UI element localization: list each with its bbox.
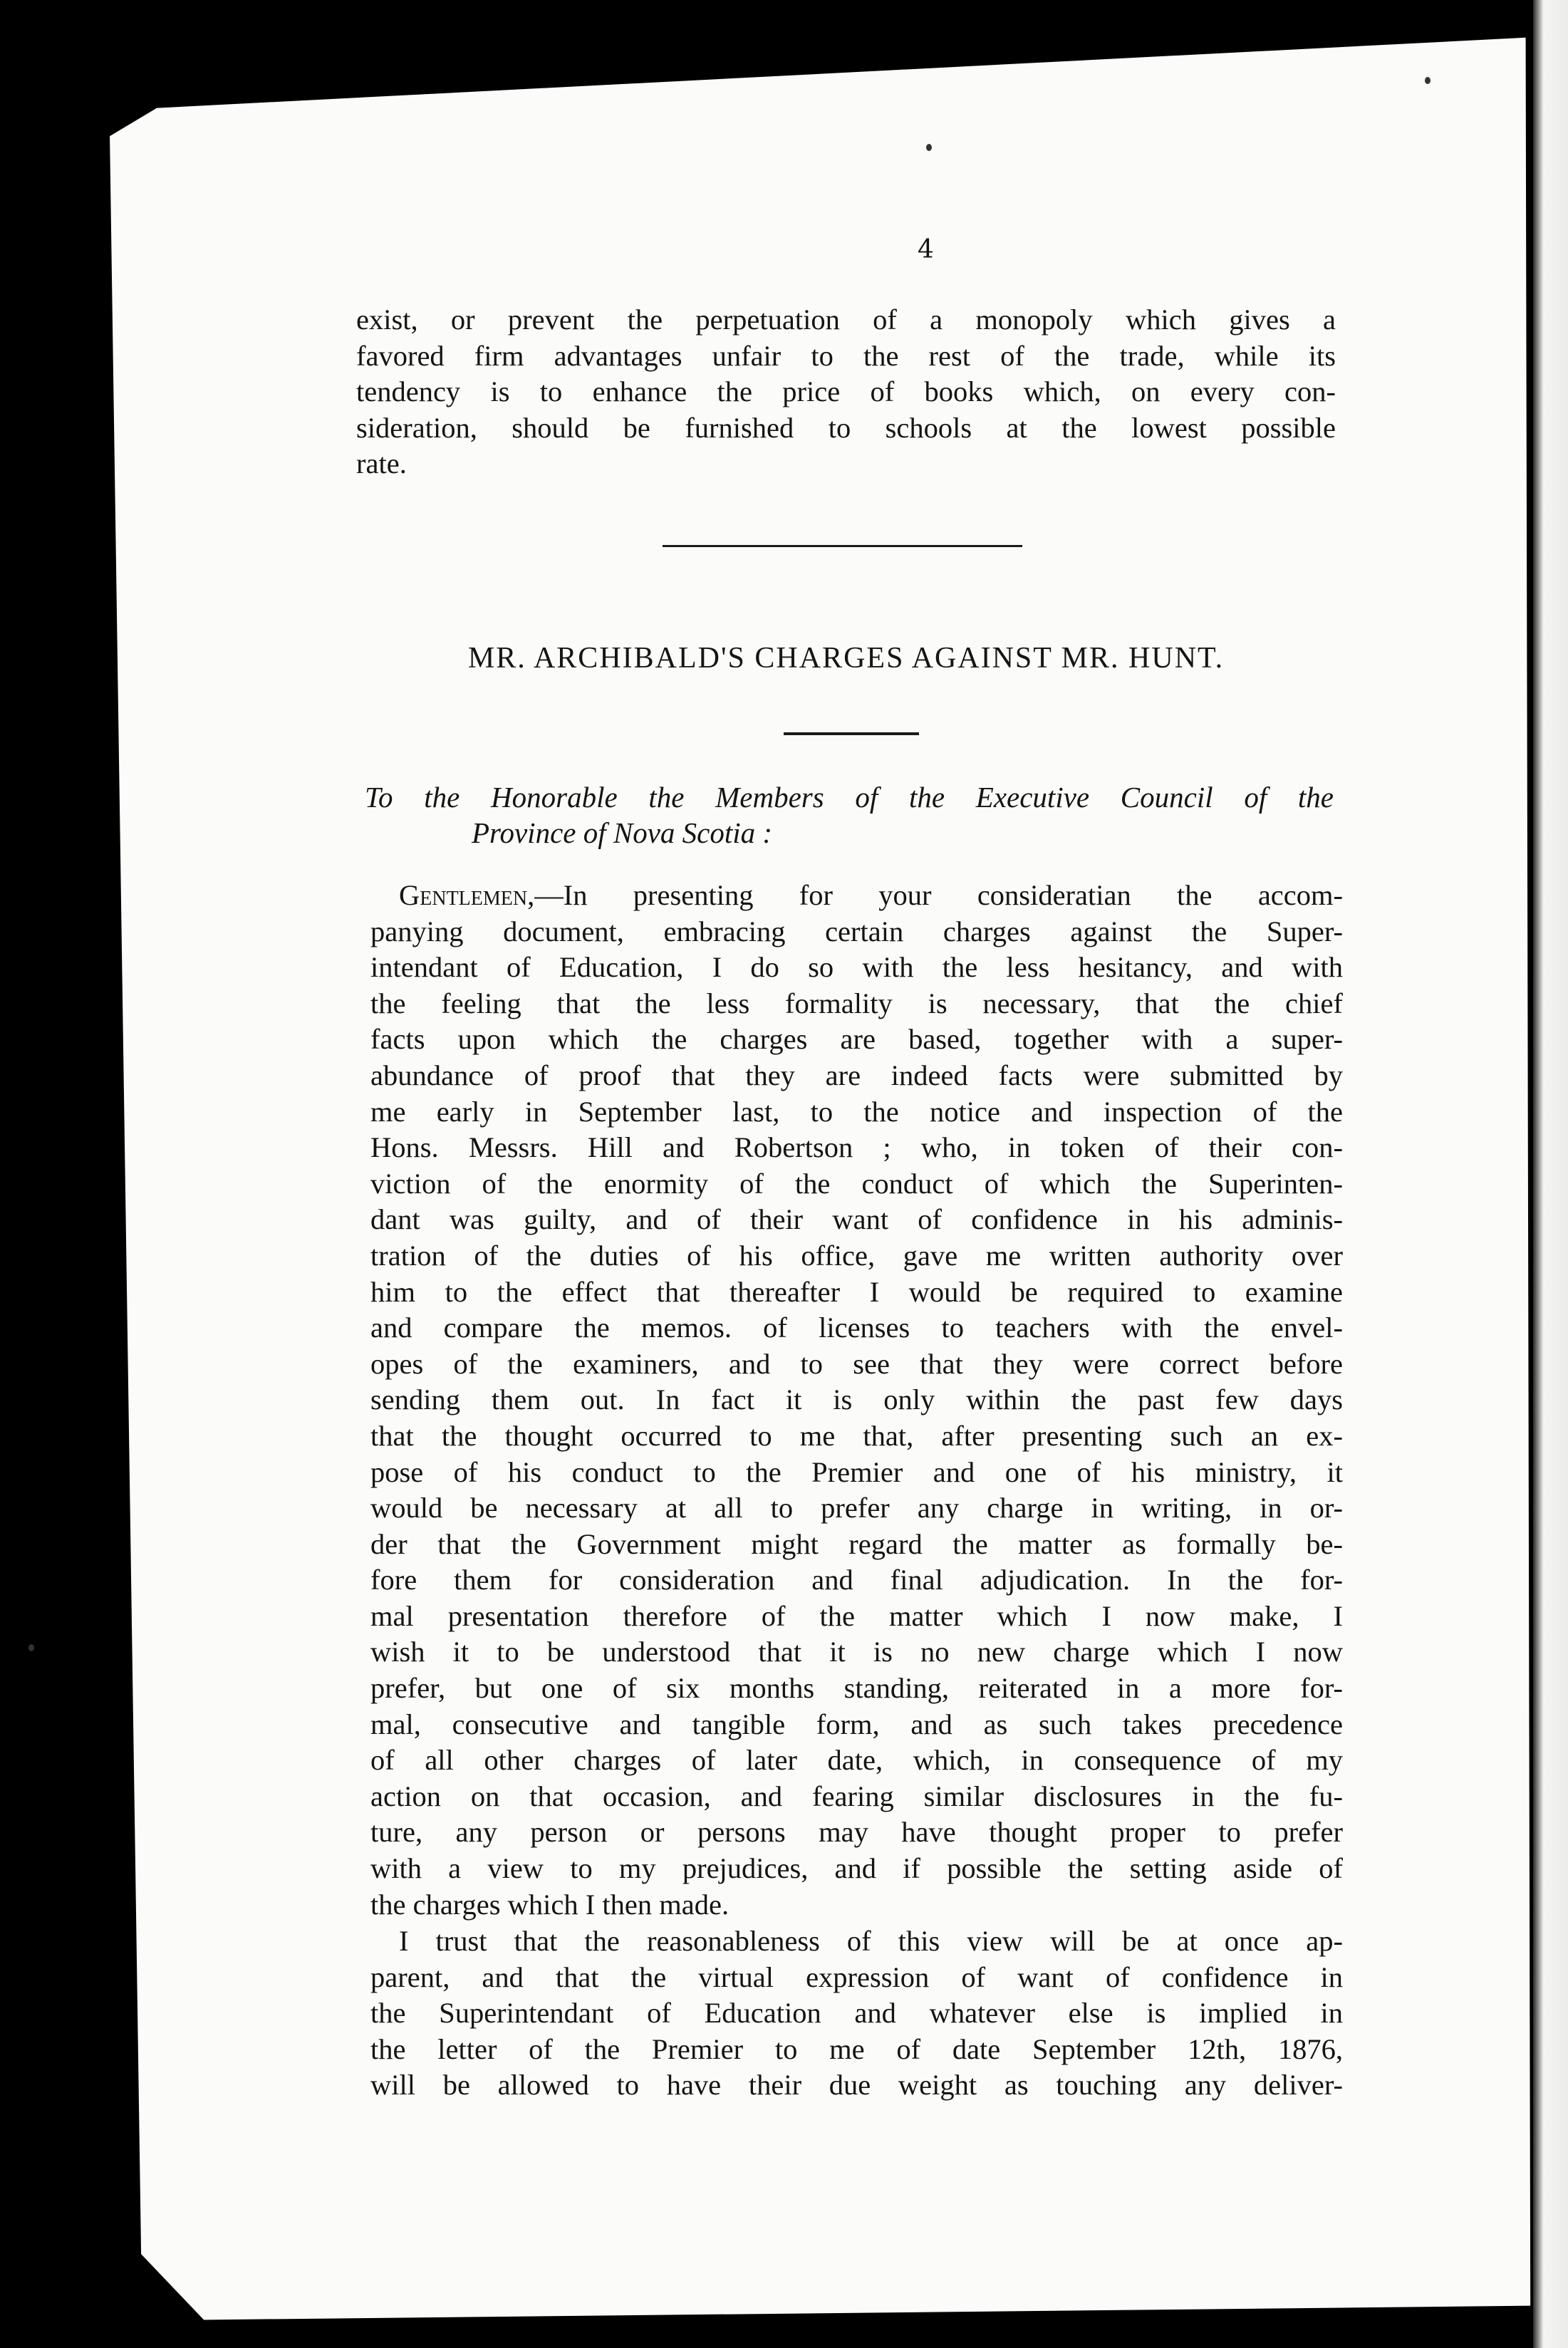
text-line: sideration, should be furnished to schools at the lowest possible <box>356 411 1336 444</box>
text-line: will be allowed to have their due weight as touching any deliver- <box>370 2069 1343 2102</box>
continuation-text <box>356 302 1336 482</box>
text-line: the feeling that the less formality is necessary, that the chief <box>370 987 1343 1019</box>
text-line: prefer, but one of six months standing, reiterated in a more for- <box>370 1672 1343 1705</box>
text-line: panying document, embracing certain charges against the Super- <box>370 915 1343 947</box>
text-line: mal presentation therefore of the matter which I now make, I <box>370 1599 1343 1632</box>
text-line: facts upon which the charges are based, together with a super- <box>370 1023 1343 1056</box>
text-line: mal, consecutive and tangible form, and as such takes precedence <box>370 1708 1343 1740</box>
text-line: Hons. Messrs. Hill and Robertson ; who, in token of their con- <box>370 1131 1343 1164</box>
address-line: To the Honorable the Members of the Executive Council of the <box>365 781 1334 814</box>
paragraph-1 <box>370 878 1343 1923</box>
text-line: —In presenting for your consideratian the accom- <box>534 879 1343 911</box>
text-line: that the thought occurred to me that, after presenting such an ex- <box>370 1419 1343 1452</box>
address-block <box>365 779 1334 851</box>
text-line: dant was guilty, and of their want of confidence in his adminis- <box>370 1203 1343 1236</box>
text-line: of all other charges of later date, which, in consequence of my <box>370 1744 1343 1777</box>
text-line: would be necessary at all to prefer any charge in writing, in or- <box>370 1492 1343 1524</box>
address-line: Province of Nova Scotia : <box>472 816 773 849</box>
text-line: wish it to be understood that it is no new charge which I now <box>370 1636 1343 1668</box>
text-line: tendency is to enhance the price of books which, on every con- <box>356 375 1336 408</box>
speck <box>926 144 932 151</box>
salutation: Gentlemen, <box>399 879 535 911</box>
text-line: with a view to my prejudices, and if possible the setting aside of <box>370 1852 1343 1885</box>
text-line: ture, any person or persons may have thought proper to prefer <box>370 1816 1343 1849</box>
page-number: 4 <box>918 235 934 264</box>
text-line: action on that occasion, and fearing similar disclosures in the fu- <box>370 1780 1343 1812</box>
text-line: the letter of the Premier to me of date September 12th, 1876, <box>370 2032 1343 2065</box>
section-heading: MR. ARCHIBALD'S CHARGES AGAINST MR. HUNT. <box>467 642 1225 675</box>
text-line: abundance of proof that they are indeed facts were submitted by <box>370 1059 1343 1091</box>
text-line: the Superintendant of Education and whatever else is implied in <box>370 1997 1343 2030</box>
text-line: rate. <box>356 447 407 480</box>
text-line: him to the effect that thereafter I would be required to examine <box>370 1275 1343 1308</box>
heading-rule <box>784 732 919 735</box>
text-line: tration of the duties of his office, gave me written authority over <box>370 1239 1343 1272</box>
speck <box>28 1644 34 1651</box>
text-line: viction of the enormity of the conduct of which the Superinten- <box>370 1167 1343 1200</box>
text-line: the charges which I then made. <box>370 1888 730 1921</box>
text-line: sending them out. In fact it is only within the past few days <box>370 1383 1343 1416</box>
text-line: parent, and that the virtual expression of want of confidence in <box>370 1960 1343 1993</box>
text-line: exist, or prevent the perpetuation of a monopoly which gives a <box>356 303 1336 336</box>
text-line: and compare the memos. of licenses to teachers with the envel- <box>370 1311 1343 1344</box>
speck <box>1425 77 1431 84</box>
text-line: fore them for consideration and final adjudication. In the for- <box>370 1564 1343 1596</box>
text-line: I trust that the reasonableness of this view will be at once ap- <box>399 1925 1343 1957</box>
text-line: me early in September last, to the notice and inspection of the <box>370 1095 1343 1128</box>
page-edge-strip <box>1533 0 1568 2348</box>
paragraph-2 <box>370 1923 1343 2104</box>
text-line: intendant of Education, I do so with the less hesitancy, and with <box>370 951 1343 984</box>
section-divider <box>663 545 1022 547</box>
text-line: opes of the examiners, and to see that they were correct before <box>370 1347 1343 1380</box>
text-line: pose of his conduct to the Premier and one of his ministry, it <box>370 1455 1343 1488</box>
text-line-first <box>370 878 1343 914</box>
text-line: favored firm advantages unfair to the rest of the trade, while its <box>356 339 1336 372</box>
text-line: der that the Government might regard the matter as formally be- <box>370 1527 1343 1560</box>
